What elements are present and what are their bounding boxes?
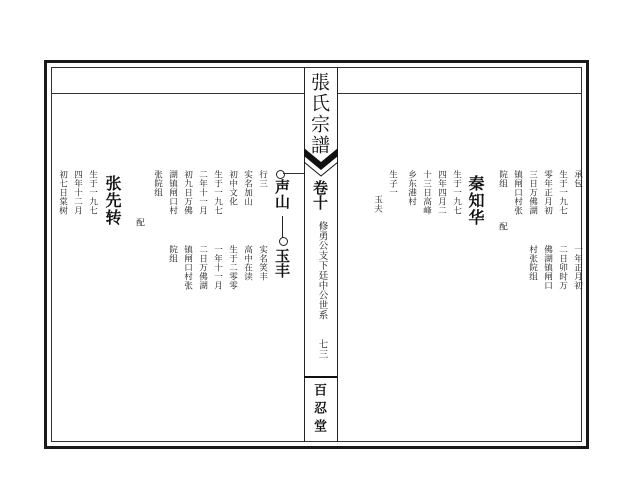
right-col-9: 佛湖镇闸口 bbox=[542, 245, 553, 290]
person2-detail-6: 镇闸口村张 bbox=[182, 245, 193, 290]
right-col-4: 三日万佛湖 bbox=[527, 170, 538, 215]
person2-detail-5: 二日万佛湖 bbox=[197, 245, 208, 290]
generation-connector-top bbox=[283, 173, 304, 174]
person2-detail-1: 实名笑丰 bbox=[257, 245, 268, 281]
person1-detail-6: 湖镇闸口村 bbox=[167, 170, 178, 215]
right-col-5: 镇闸口村张 bbox=[512, 170, 523, 215]
person2-detail-2: 高中在读 bbox=[242, 245, 253, 281]
person2-detail-7: 院组 bbox=[167, 245, 178, 263]
center-column-right-border bbox=[337, 67, 338, 442]
right-child-name: 玉夫 bbox=[372, 195, 383, 213]
right-spouse-detail-1: 生于一九七 bbox=[451, 170, 462, 215]
header-rule-left bbox=[52, 93, 304, 94]
right-spouse-detail-3: 十三日高峰 bbox=[421, 170, 432, 215]
right-spouse-name: 秦知华 bbox=[466, 175, 485, 226]
right-col-3: 零年正月初 bbox=[542, 170, 553, 215]
person1-detail-5: 初九日万佛 bbox=[182, 170, 193, 215]
person1-detail-3: 生于一九七 bbox=[212, 170, 223, 215]
left-spouse-name: 张先转 bbox=[103, 175, 122, 226]
right-children-count: 生子一 bbox=[387, 170, 398, 197]
right-col-6: 院组 bbox=[497, 170, 508, 188]
right-col-1: 承包 bbox=[572, 170, 583, 188]
generation-node-bottom bbox=[279, 237, 288, 246]
person1-detail-7: 张院组 bbox=[152, 170, 163, 197]
lineage-section: 修勇公支下廷中公世系 bbox=[316, 221, 328, 320]
person1-order: 行三 bbox=[257, 170, 268, 188]
person1-detail-1: 实名加山 bbox=[242, 170, 253, 206]
person1-gen-name: 声山 bbox=[273, 179, 291, 209]
hall-name: 百忍堂 bbox=[311, 383, 326, 437]
right-spouse-detail-2: 四年四月二 bbox=[436, 170, 447, 215]
right-col-2: 生于一九七 bbox=[557, 170, 568, 215]
left-spouse-pei: 配 bbox=[134, 218, 145, 227]
book-title: 張氏宗譜 bbox=[308, 72, 330, 156]
fishtail-ornament bbox=[304, 148, 338, 182]
volume-label: 卷十 bbox=[311, 180, 329, 210]
page-number: 七三 bbox=[316, 339, 328, 359]
right-spouse-detail-4: 乡东港村 bbox=[406, 170, 417, 206]
generation-node-top bbox=[276, 170, 285, 179]
right-spouse-pei: 配 bbox=[497, 222, 508, 231]
left-spouse-detail-1: 生于一九七 bbox=[87, 170, 98, 215]
person1-detail-2: 初中文化 bbox=[227, 170, 238, 206]
person2-gen-name: 玉丰 bbox=[273, 248, 291, 278]
right-col-10: 村张院组 bbox=[527, 245, 538, 281]
right-col-8: 二日卯时万 bbox=[557, 245, 568, 290]
person2-detail-4: 一年十一月 bbox=[212, 245, 223, 290]
right-col-7: 一年正月初 bbox=[572, 245, 583, 290]
person2-detail-3: 生于二零零 bbox=[227, 245, 238, 290]
header-rule-right bbox=[337, 93, 581, 94]
center-column-left-border bbox=[304, 67, 305, 442]
person1-detail-4: 二年十一月 bbox=[197, 170, 208, 215]
hall-rule-top bbox=[304, 376, 337, 378]
left-spouse-detail-3: 初七日棠树 bbox=[57, 170, 68, 215]
generation-connector-vertical bbox=[282, 216, 283, 238]
left-spouse-detail-2: 四年十二月 bbox=[72, 170, 83, 215]
